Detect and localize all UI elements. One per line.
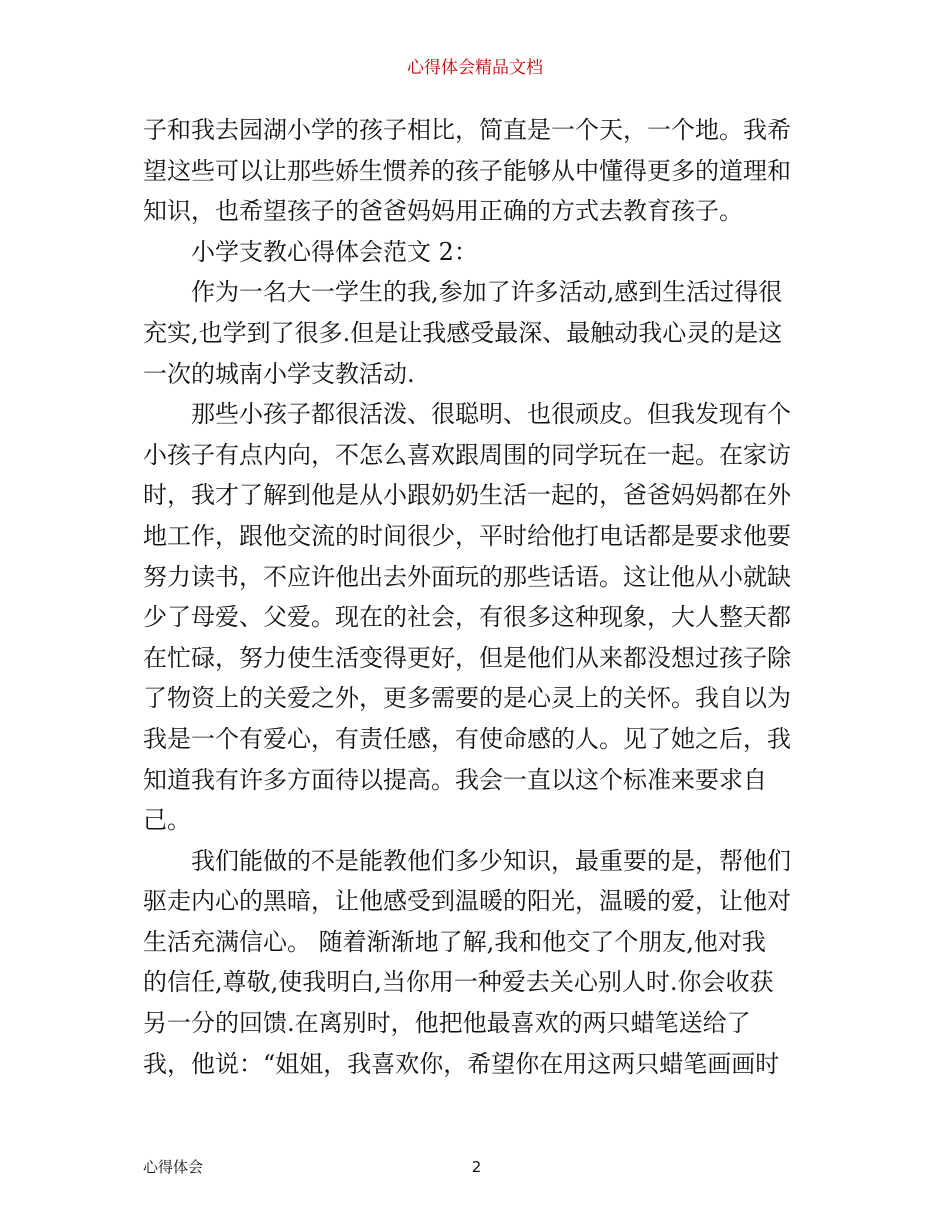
text-line-9: 小孩子有点内向，不怎么喜欢跟周围的同学玩在一起。在家访 bbox=[143, 440, 791, 469]
text-line-22: 的信任,尊敬,使我明白,当你用一种爱去关心别人时.你会收获 bbox=[143, 968, 774, 997]
document-body bbox=[143, 110, 810, 1084]
text-line-20: 驱走内心的黑暗，让他感受到温暖的阳光，温暖的爱，让他对 bbox=[143, 887, 791, 916]
text-line-14: 在忙碌，努力使生活变得更好，但是他们从来都没想过孩子除 bbox=[143, 643, 791, 672]
text-line-11: 地工作，跟他交流的时间很少，平时给他打电话都是要求他要 bbox=[143, 521, 791, 550]
text-line-8: 那些小孩子都很活泼、很聪明、也很顽皮。但我发现有个 bbox=[191, 400, 791, 429]
text-line-12: 努力读书，不应许他出去外面玩的那些话语。这让他从小就缺 bbox=[143, 562, 791, 591]
text-line-1: 子和我去园湖小学的孩子相比，简直是一个天，一个地。我希 bbox=[143, 116, 791, 144]
text-line-6: 充实,也学到了很多.但是让我感受最深、最触动我心灵的是这 bbox=[143, 318, 783, 347]
footer-label: 心得体会 bbox=[143, 1158, 204, 1176]
page-footer bbox=[143, 1157, 810, 1177]
text-line-5: 作为一名大一学生的我,参加了许多活动,感到生活过得很 bbox=[191, 278, 783, 307]
text-line-2: 望这些可以让那些娇生惯养的孩子能够从中懂得更多的道理和 bbox=[143, 156, 791, 185]
text-line-21: 生活充满信心。 随着渐渐地了解,我和他交了个朋友,他对我 bbox=[143, 927, 766, 956]
page-header-title: 心得体会精品文档 bbox=[407, 58, 543, 78]
text-line-13: 少了母爱、父爱。现在的社会，有很多这种现象，大人整天都 bbox=[143, 603, 791, 632]
text-line-3: 知识，也希望孩子的爸爸妈妈用正确的方式去教育孩子。 bbox=[143, 197, 743, 226]
text-line-23: 另一分的回馈.在离别时，他把他最喜欢的两只蜡笔送给了 bbox=[143, 1009, 751, 1038]
text-line-24: 我，他说：“姐姐，我喜欢你，希望你在用这两只蜡笔画画时 bbox=[143, 1049, 780, 1078]
text-line-10: 时，我才了解到他是从小跟奶奶生活一起的，爸爸妈妈都在外 bbox=[143, 481, 791, 510]
text-line-15: 了物资上的关爱之外，更多需要的是心灵上的关怀。我自以为 bbox=[143, 684, 791, 713]
text-line-16: 我是一个有爱心，有责任感，有使命感的人。见了她之后，我 bbox=[143, 724, 791, 753]
text-line-7: 一次的城南小学支教活动. bbox=[143, 359, 415, 388]
section-heading: 小学支教心得体会范文 2： bbox=[191, 237, 478, 266]
page-number: 2 bbox=[471, 1158, 482, 1176]
text-line-19: 我们能做的不是能教他们多少知识，最重要的是，帮他们 bbox=[191, 846, 791, 875]
text-line-17: 知道我有许多方面待以提高。我会一直以这个标准来要求自 bbox=[143, 765, 767, 794]
text-line-18: 己。 bbox=[143, 806, 191, 835]
